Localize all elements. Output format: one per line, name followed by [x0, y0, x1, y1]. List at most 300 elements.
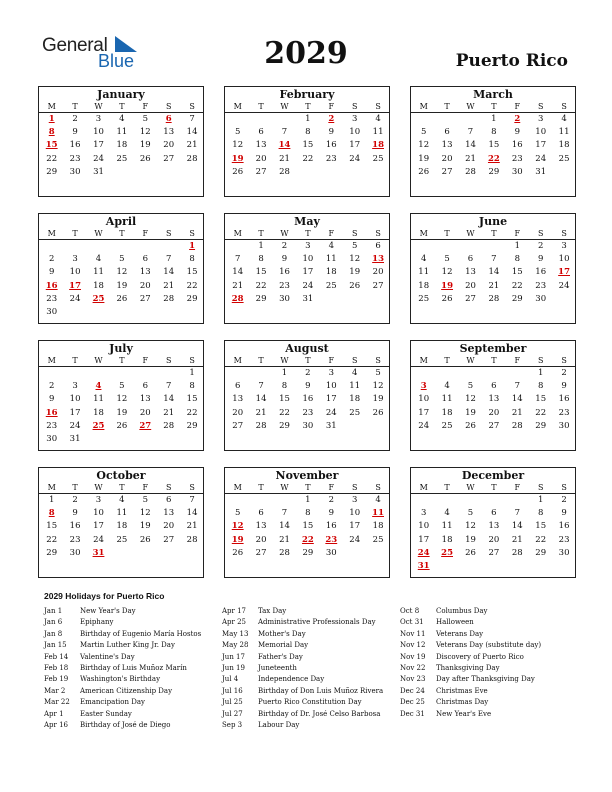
day-cell: 10 — [418, 521, 430, 532]
holiday-day-cell: 25 — [441, 547, 453, 558]
day-cell: 5 — [420, 127, 427, 138]
holiday-day-cell: 13 — [372, 254, 384, 265]
day-cell: 14 — [163, 394, 175, 405]
day-cell: 8 — [537, 381, 544, 392]
day-cell: 15 — [535, 521, 547, 532]
weekday-label: T — [258, 102, 264, 111]
day-cell: 12 — [139, 508, 151, 519]
day-cell: 10 — [418, 394, 430, 405]
holiday-day-cell: 24 — [417, 547, 430, 558]
day-cell: 28 — [186, 534, 198, 545]
day-cell: 16 — [279, 267, 290, 278]
day-cell: 5 — [375, 368, 381, 378]
day-cell: 25 — [349, 407, 361, 418]
day-cell: 25 — [116, 534, 128, 545]
holiday-name: Halloween — [436, 618, 474, 627]
day-cell: 13 — [441, 140, 453, 151]
holiday-day-cell: 16 — [45, 280, 58, 291]
day-cell: 16 — [511, 140, 523, 151]
day-cell: 18 — [93, 280, 104, 291]
weekday-label: M — [47, 102, 56, 111]
month-name: February — [279, 88, 335, 101]
day-cell: 27 — [163, 153, 175, 164]
holiday-date: Apr 1 — [44, 709, 64, 718]
day-cell: 18 — [418, 280, 430, 291]
day-cell: 10 — [302, 254, 314, 265]
holiday-date: Apr 25 — [222, 618, 247, 627]
holiday-day-cell: 12 — [231, 521, 244, 532]
day-cell: 8 — [281, 381, 288, 392]
day-cell: 5 — [119, 381, 125, 392]
day-cell: 7 — [234, 254, 241, 265]
day-cell: 26 — [139, 534, 151, 545]
holiday-day-cell: 23 — [325, 534, 338, 545]
holiday-name: Independence Day — [258, 675, 325, 684]
day-cell: 13 — [139, 394, 151, 405]
weekday-label: W — [94, 356, 103, 365]
holiday-day-cell: 31 — [92, 547, 105, 558]
day-cell: 9 — [305, 381, 311, 392]
logo-text-blue: Blue — [98, 51, 135, 71]
day-cell: 3 — [95, 495, 102, 505]
holiday-date: Feb 18 — [44, 663, 69, 672]
holiday-date: Dec 24 — [400, 686, 425, 695]
day-cell: 25 — [558, 153, 570, 164]
day-cell: 22 — [186, 407, 198, 418]
day-cell: 11 — [558, 127, 570, 138]
weekday-label: T — [305, 102, 311, 111]
day-cell: 22 — [279, 407, 290, 418]
weekday-label: S — [537, 356, 544, 365]
day-cell: 15 — [535, 394, 547, 405]
month-name: January — [97, 88, 145, 101]
day-cell: 23 — [302, 407, 314, 418]
day-cell: 16 — [302, 394, 314, 405]
day-cell: 23 — [46, 293, 58, 304]
day-cell: 13 — [255, 140, 267, 151]
day-cell: 4 — [375, 495, 381, 505]
weekday-label: S — [537, 102, 544, 111]
day-cell: 28 — [279, 547, 290, 558]
day-cell: 20 — [139, 407, 151, 418]
holiday-date: Jan 15 — [44, 641, 67, 650]
holiday-name: Easter Sunday — [80, 709, 132, 718]
day-cell: 2 — [561, 495, 567, 505]
weekday-label: S — [189, 229, 195, 238]
weekday-label: M — [47, 356, 56, 365]
day-cell: 3 — [305, 241, 311, 251]
day-cell: 29 — [46, 166, 58, 177]
weekday-label: M — [419, 483, 428, 492]
day-cell: 12 — [349, 254, 361, 265]
day-cell: 31 — [93, 166, 104, 177]
weekday-label: F — [142, 229, 149, 238]
month-august — [224, 340, 390, 451]
weekday-label: S — [561, 483, 567, 492]
day-cell: 27 — [488, 420, 500, 431]
day-cell: 1 — [305, 495, 311, 505]
day-cell: 7 — [514, 381, 520, 392]
day-cell: 27 — [372, 280, 384, 291]
weekday-label: T — [491, 102, 497, 111]
holiday-name: Memorial Day — [258, 641, 309, 650]
day-cell: 18 — [349, 394, 361, 405]
day-cell: 8 — [537, 508, 544, 519]
day-cell: 21 — [279, 534, 290, 545]
day-cell: 14 — [279, 521, 290, 532]
month-name: August — [285, 342, 329, 355]
day-cell: 3 — [328, 368, 334, 378]
day-cell: 7 — [281, 127, 288, 138]
day-cell: 23 — [558, 534, 570, 545]
holiday-name: Christmas Day — [436, 698, 489, 707]
weekday-label: F — [514, 229, 521, 238]
day-cell: 30 — [46, 434, 58, 444]
day-cell: 1 — [537, 495, 544, 505]
holiday-name: Father's Day — [258, 652, 303, 661]
day-cell: 19 — [418, 153, 430, 164]
day-cell: 29 — [535, 547, 547, 558]
month-january — [38, 86, 204, 197]
day-cell: 2 — [48, 381, 55, 392]
day-cell: 15 — [302, 521, 314, 532]
day-cell: 18 — [372, 521, 384, 532]
day-cell: 27 — [488, 547, 500, 558]
day-cell: 5 — [444, 254, 450, 265]
day-cell: 19 — [139, 521, 151, 532]
holiday-date: Dec 31 — [400, 709, 425, 718]
weekday-label: S — [165, 356, 172, 365]
weekday-label: S — [351, 102, 358, 111]
day-cell: 21 — [163, 280, 175, 291]
weekday-label: W — [94, 483, 103, 492]
day-cell: 23 — [279, 280, 290, 291]
day-cell: 1 — [48, 495, 55, 505]
day-cell: 26 — [372, 407, 384, 418]
holiday-name: Christmas Eve — [436, 686, 488, 695]
day-cell: 17 — [325, 394, 337, 405]
holiday-name: Puerto Rico Constitution Day — [258, 698, 362, 707]
holiday-name: Birthday of Luis Muñoz Marín — [80, 663, 187, 672]
calendar-year: 2029 — [264, 36, 348, 71]
weekday-label: S — [375, 356, 381, 365]
day-cell: 20 — [139, 280, 151, 291]
day-cell: 12 — [116, 394, 128, 405]
holiday-day-cell: 1 — [189, 241, 196, 251]
day-cell: 12 — [116, 267, 128, 278]
day-cell: 14 — [186, 508, 198, 519]
day-cell: 10 — [558, 254, 570, 265]
weekday-label: T — [305, 229, 311, 238]
day-cell: 13 — [163, 508, 175, 519]
holiday-day-cell: 8 — [48, 508, 55, 519]
day-cell: 19 — [372, 394, 384, 405]
day-cell: 4 — [119, 114, 125, 124]
month-name: October — [96, 469, 146, 482]
day-cell: 17 — [69, 407, 81, 418]
day-cell: 1 — [305, 114, 311, 124]
holiday-date: Jun 17 — [222, 652, 245, 661]
month-march — [410, 86, 576, 197]
day-cell: 19 — [116, 407, 128, 418]
month-september — [410, 340, 576, 451]
day-cell: 21 — [232, 280, 244, 291]
day-cell: 8 — [514, 254, 520, 265]
day-cell: 15 — [279, 394, 290, 405]
day-cell: 13 — [163, 127, 175, 138]
weekday-label: F — [328, 102, 335, 111]
day-cell: 26 — [116, 420, 128, 431]
day-cell: 25 — [372, 534, 384, 545]
holiday-name: Washington's Birthday — [80, 675, 161, 684]
weekday-label: S — [561, 356, 567, 365]
weekday-label: T — [258, 356, 264, 365]
weekday-label: T — [119, 356, 125, 365]
weekday-label: S — [165, 483, 172, 492]
weekday-label: W — [280, 356, 289, 365]
day-cell: 9 — [72, 508, 78, 519]
day-cell: 21 — [465, 153, 476, 164]
day-cell: 13 — [255, 521, 267, 532]
day-cell: 18 — [558, 140, 570, 151]
holiday-day-cell: 3 — [420, 381, 427, 392]
day-cell: 4 — [444, 381, 450, 392]
holiday-date: Feb 14 — [44, 652, 69, 661]
day-cell: 3 — [420, 508, 427, 519]
day-cell: 30 — [558, 420, 570, 431]
weekday-header — [39, 229, 203, 240]
day-cell: 5 — [142, 495, 148, 505]
weekday-header — [39, 356, 203, 367]
holiday-day-cell: 15 — [45, 140, 58, 151]
holiday-name: American Citizenship Day — [80, 686, 173, 695]
day-cell: 22 — [186, 280, 198, 291]
holiday-name: Veterans Day — [436, 629, 484, 638]
holiday-name: Emancipation Day — [80, 698, 145, 707]
day-cell: 13 — [465, 267, 476, 278]
day-cell: 17 — [349, 521, 361, 532]
weekday-label: S — [375, 483, 381, 492]
day-cell: 10 — [349, 508, 361, 519]
day-cell: 10 — [69, 394, 81, 405]
holiday-date: Nov 23 — [400, 675, 426, 684]
weekday-label: F — [328, 229, 335, 238]
day-cell: 28 — [279, 166, 290, 177]
day-cell: 14 — [511, 394, 523, 405]
day-cell: 9 — [561, 508, 567, 519]
day-cell: 14 — [232, 267, 244, 278]
day-cell: 14 — [186, 127, 198, 138]
holiday-name: Veterans Day (substitute day) — [436, 641, 542, 650]
day-cell: 6 — [375, 241, 381, 251]
weekday-header — [411, 356, 575, 367]
weekday-label: W — [280, 483, 289, 492]
day-cell: 30 — [302, 420, 314, 431]
day-cell: 7 — [258, 381, 264, 392]
holiday-date: Nov 12 — [400, 641, 426, 650]
holiday-day-cell: 19 — [231, 153, 244, 164]
day-cell: 4 — [328, 241, 334, 251]
day-cell: 25 — [116, 153, 128, 164]
holiday-day-cell: 17 — [558, 267, 570, 278]
day-cell: 19 — [139, 140, 151, 151]
day-cell: 26 — [465, 420, 476, 431]
month-july — [38, 340, 204, 451]
day-cell: 30 — [511, 166, 523, 177]
holiday-name: Birthday of José de Diego — [80, 720, 171, 729]
weekday-label: S — [375, 229, 381, 238]
weekday-label: T — [72, 102, 78, 111]
holiday-date: Dec 25 — [400, 698, 425, 707]
day-cell: 8 — [305, 127, 311, 138]
day-cell: 22 — [535, 407, 547, 418]
day-cell: 7 — [165, 381, 172, 392]
day-cell: 14 — [255, 394, 267, 405]
day-cell: 11 — [116, 508, 128, 519]
day-cell: 5 — [467, 508, 474, 519]
weekday-label: W — [94, 102, 103, 111]
day-cell: 4 — [119, 495, 125, 505]
day-cell: 22 — [255, 280, 267, 291]
day-cell: 17 — [349, 140, 361, 151]
holiday-date: Jan 1 — [44, 607, 63, 615]
day-cell: 17 — [418, 407, 430, 418]
day-cell: 20 — [441, 153, 453, 164]
holiday-day-cell: 28 — [231, 293, 244, 304]
holiday-day-cell: 4 — [95, 381, 102, 392]
holiday-day-cell: 2 — [328, 114, 335, 124]
holiday-date: Nov 22 — [400, 663, 426, 672]
day-cell: 20 — [488, 534, 500, 545]
day-cell: 12 — [465, 394, 476, 405]
holiday-date: Jun 19 — [222, 663, 245, 672]
day-cell: 29 — [46, 547, 58, 558]
day-cell: 10 — [93, 127, 104, 138]
weekday-label: T — [72, 356, 78, 365]
day-cell: 15 — [186, 394, 198, 405]
day-cell: 10 — [93, 508, 104, 519]
weekday-label: M — [419, 102, 428, 111]
day-cell: 18 — [116, 140, 128, 151]
day-cell: 24 — [93, 153, 104, 164]
day-cell: 17 — [93, 140, 104, 151]
day-cell: 11 — [349, 381, 361, 392]
weekday-label: T — [258, 483, 264, 492]
weekday-header — [39, 102, 203, 113]
day-cell: 11 — [418, 267, 430, 278]
day-cell: 24 — [558, 280, 570, 291]
holiday-day-cell: 22 — [301, 534, 314, 545]
day-cell: 27 — [255, 547, 267, 558]
day-cell: 8 — [305, 508, 311, 519]
day-cell: 25 — [372, 153, 384, 164]
weekday-label: W — [280, 102, 289, 111]
day-cell: 21 — [511, 534, 523, 545]
holiday-day-cell: 27 — [139, 420, 152, 431]
day-cell: 24 — [69, 420, 81, 431]
day-cell: 7 — [189, 495, 195, 505]
weekday-label: T — [119, 102, 125, 111]
weekday-header — [411, 483, 575, 494]
day-cell: 23 — [511, 153, 523, 164]
day-cell: 8 — [258, 254, 264, 265]
day-cell: 8 — [189, 381, 195, 392]
day-cell: 29 — [255, 293, 267, 304]
holiday-list-title: 2029 Holidays for Puerto Rico — [44, 591, 165, 601]
weekday-label: T — [444, 102, 450, 111]
holiday-name: Day after Thanksgiving Day — [436, 675, 535, 684]
day-cell: 26 — [139, 153, 151, 164]
day-cell: 9 — [328, 127, 334, 138]
day-cell: 12 — [441, 267, 453, 278]
day-cell: 2 — [561, 368, 567, 378]
day-cell: 24 — [349, 534, 361, 545]
weekday-label: T — [491, 356, 497, 365]
weekday-label: T — [491, 229, 497, 238]
day-cell: 2 — [305, 368, 311, 378]
holiday-name: Epiphany — [80, 618, 114, 627]
day-cell: 13 — [488, 394, 500, 405]
day-cell: 6 — [491, 508, 497, 519]
day-cell: 19 — [465, 407, 476, 418]
day-cell: 6 — [491, 381, 497, 392]
day-cell: 3 — [537, 114, 544, 124]
weekday-label: S — [189, 356, 195, 365]
weekday-label: S — [537, 483, 544, 492]
day-cell: 21 — [511, 407, 523, 418]
weekday-label: S — [351, 356, 358, 365]
month-october — [38, 467, 204, 578]
month-november — [224, 467, 390, 578]
day-cell: 23 — [535, 280, 547, 291]
holiday-date: May 28 — [222, 641, 249, 650]
month-name: November — [275, 469, 339, 482]
day-cell: 11 — [325, 254, 337, 265]
day-cell: 23 — [69, 153, 81, 164]
weekday-label: T — [72, 229, 78, 238]
day-cell: 9 — [72, 127, 78, 138]
day-cell: 26 — [465, 547, 476, 558]
day-cell: 24 — [93, 534, 104, 545]
day-cell: 13 — [139, 267, 151, 278]
holiday-day-cell: 22 — [487, 153, 500, 164]
day-cell: 7 — [467, 127, 474, 138]
holiday-date: Nov 19 — [400, 652, 426, 661]
day-cell: 17 — [418, 534, 430, 545]
day-cell: 1 — [189, 368, 195, 378]
day-cell: 20 — [488, 407, 500, 418]
day-cell: 29 — [186, 420, 198, 431]
month-name: December — [461, 469, 525, 482]
day-cell: 27 — [163, 534, 175, 545]
weekday-label: M — [47, 229, 56, 238]
weekday-label: W — [466, 229, 475, 238]
holiday-date: Sep 3 — [222, 720, 243, 729]
day-cell: 19 — [349, 267, 361, 278]
weekday-label: F — [514, 356, 521, 365]
day-cell: 28 — [511, 547, 523, 558]
holiday-day-cell: 6 — [165, 114, 172, 124]
day-cell: 3 — [351, 114, 358, 124]
weekday-label: M — [419, 356, 428, 365]
day-cell: 15 — [186, 267, 198, 278]
day-cell: 3 — [95, 114, 102, 124]
day-cell: 12 — [418, 140, 430, 151]
day-cell: 19 — [116, 280, 128, 291]
day-cell: 2 — [72, 495, 78, 505]
holiday-name: Birthday of Dr. José Celso Barbosa — [258, 709, 381, 718]
day-cell: 9 — [281, 254, 288, 265]
